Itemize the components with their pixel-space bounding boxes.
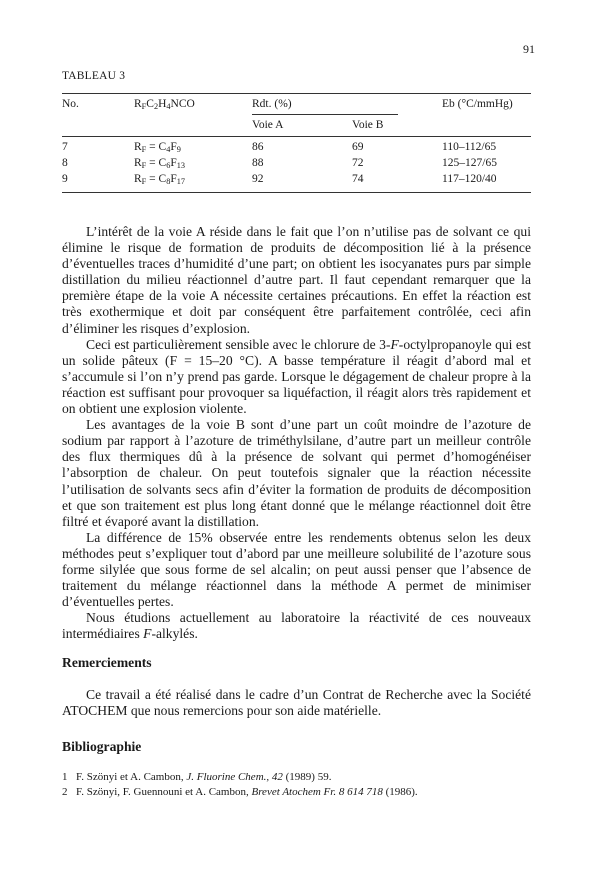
bibliography-list: [62, 770, 418, 799]
cell-voie-b: 74: [352, 173, 364, 185]
cell-voie-b: 69: [352, 141, 364, 153]
header-eb: Eb (°C/mmHg): [442, 98, 513, 110]
table-caption: TABLEAU 3: [62, 70, 126, 82]
header-formula: $R_FC_2H_4NCO$: [134, 98, 195, 112]
bibliography-heading: Bibliographie: [62, 739, 142, 754]
cell-eb: 117–120/40: [442, 173, 497, 185]
table-row: [62, 172, 531, 188]
cell-eb: 110–112/65: [442, 141, 497, 153]
cell-formula: $R_F = C_4F_9$: [134, 141, 181, 155]
data-table: [62, 93, 531, 193]
acknowledgements-text: [62, 687, 531, 719]
cell-no: 9: [62, 173, 68, 185]
table-row: [62, 156, 531, 172]
cell-voie-a: 88: [252, 157, 264, 169]
cell-no: 8: [62, 157, 68, 169]
header-rdt: Rdt. (%): [252, 98, 292, 110]
header-no: No.: [62, 98, 79, 110]
reference-item: 1 F. Szönyi et A. Cambon, J. Fluorine Chem., 42 (1989) 59.: [62, 771, 332, 783]
cell-formula: $R_F = C_6F_{13}$: [134, 157, 185, 171]
header-voie-a: Voie A: [252, 119, 284, 131]
paragraph: Nous étudions actuellement au laboratoire la réactivité de ces nouveaux intermédiaires F-alkylés.: [62, 610, 531, 642]
cell-eb: 125–127/65: [442, 157, 497, 169]
paragraph: Ce travail a été réalisé dans le cadre d’un Contrat de Recherche avec la Société ATOCHEM que nous remercions pour son aide matérielle.: [62, 687, 531, 719]
page-number: 91: [523, 42, 535, 56]
paragraph: La différence de 15% observée entre les rendements obtenus selon les deux méthodes peut s’expliquer tout d’abord par une meilleure solubilité de l’azoture sous forme silylée que sous forme de sel alcalin; on peut aussi penser que l’absence de traitement du mélange réactionnel dans la méthode A permet de minimiser d’éventuelles pertes.: [62, 529, 531, 610]
subheader-rule: [252, 114, 398, 115]
cell-no: 7: [62, 141, 68, 153]
table-header-row: [62, 94, 531, 114]
cell-formula: $R_F = C_8F_{17}$: [134, 173, 185, 187]
header-voie-b: Voie B: [352, 119, 384, 131]
table-row: [62, 140, 531, 156]
paragraph: Ceci est particulièrement sensible avec le chlorure de 3-F-octylpropanoyle qui est un solide pâteux (F = 15–20 °C). A basse température il réagit d’abord mal et s’accumule si l’on n’y prend pas garde. Lorsque le dégagement de chaleur propre à la réaction est suffisant pour provoquer sa liquéfaction, il réagit alors très rapidement et on obtient une explosion violente.: [62, 336, 531, 417]
acknowledgements-heading: Remerciements: [62, 655, 152, 670]
table-bottom-rule: [62, 192, 531, 193]
paragraph: L’intérêt de la voie A réside dans le fait que l’on n’utilise pas de solvant ce qui élimine le risque de formation de produits de décomposition lié à la présence d’éventuelles traces d’humidité d’une part; on obtient les isocyanates purs par simple distillation du milieu réactionnel d’autre part. Il faut cependant remarquer que la première étape de la voie A nécessite certaines précautions. En effet la réaction est très exothermique et doit par conséquent être parfaitement contrôlée, ceci afin d’éliminer les risques d’explosion.: [62, 224, 531, 336]
table-subheader-row: [62, 114, 531, 136]
body-text: [62, 224, 531, 642]
paragraph: Les avantages de la voie B sont d’une part un coût moindre de l’azoture de sodium par rapport à l’azoture de triméthylsilane, d’autre part un meilleur contrôle des flux thermiques dû à la présence de solvant qui permet d’homogénéiser l’absorption de chaleur. On peut toutefois signaler que la réaction nécessite l’utilisation de solvants secs afin d’éviter la formation de produits de décomposition et que son traitement est plus long étant donné que le mélange réactionnel doit être filtré et évaporé avant la distillation.: [62, 417, 531, 529]
cell-voie-a: 92: [252, 173, 264, 185]
cell-voie-a: 86: [252, 141, 264, 153]
reference-item: 2 F. Szönyi, F. Guennouni et A. Cambon, Brevet Atochem Fr. 8 614 718 (1986).: [62, 785, 418, 798]
cell-voie-b: 72: [352, 157, 364, 169]
